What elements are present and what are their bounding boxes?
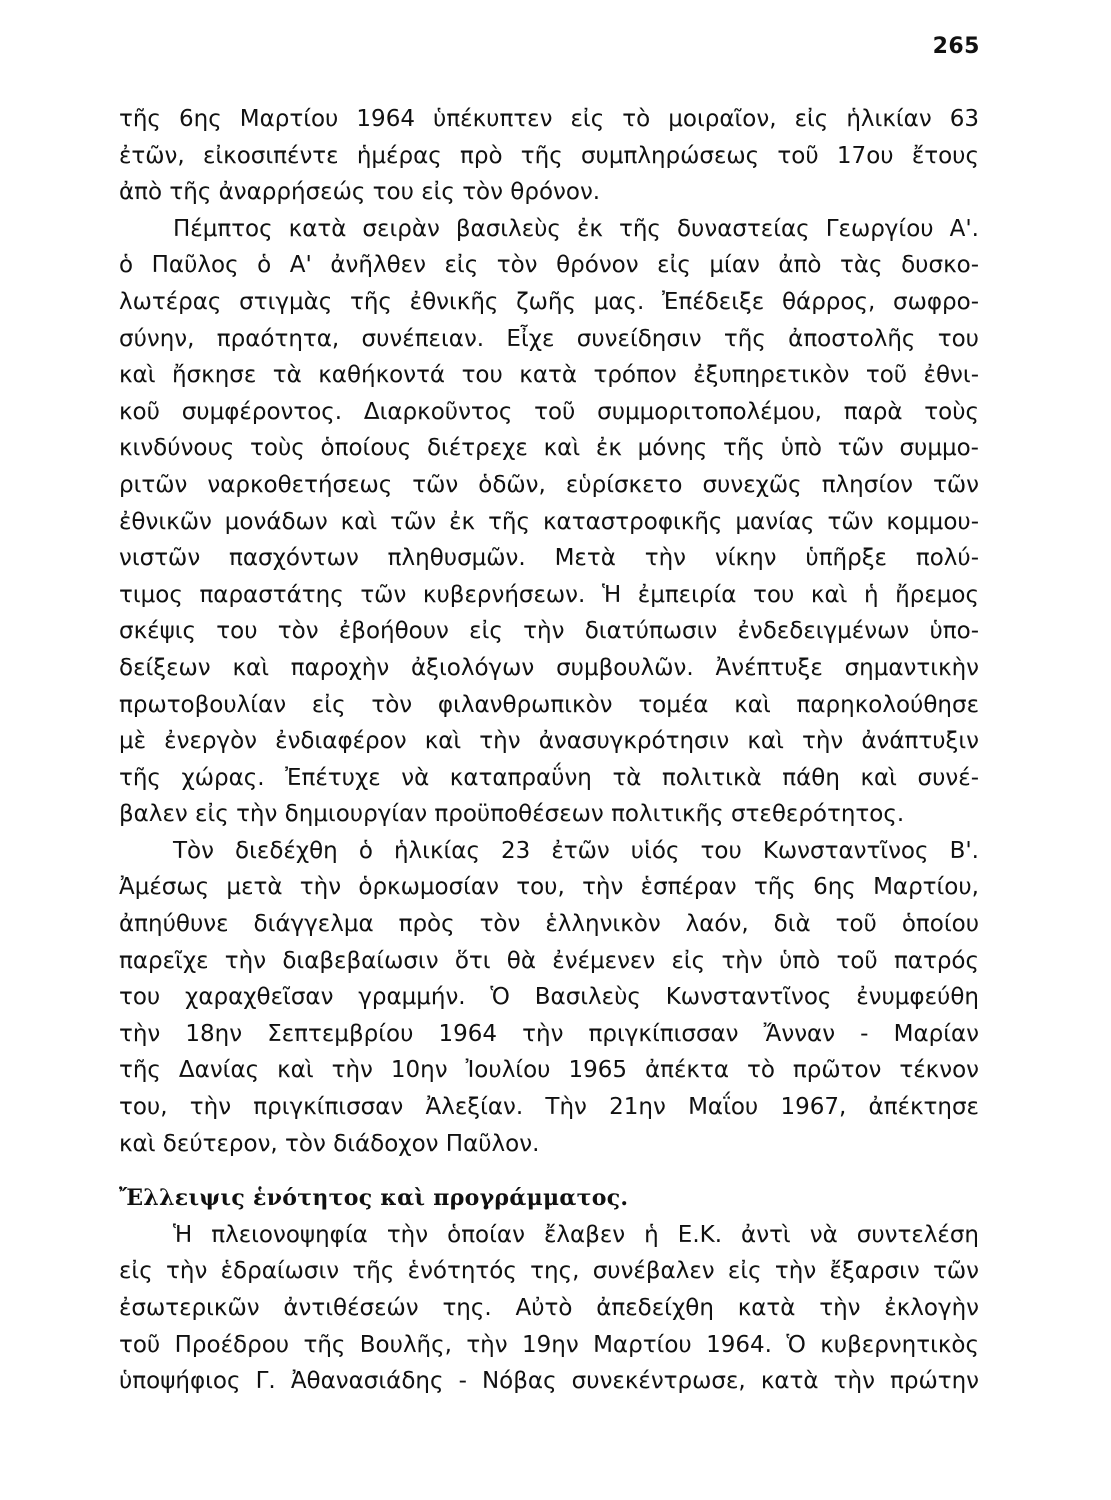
text-line: κινδύνους τοὺς ὁποίους διέτρεχε καὶ ἐκ μόνης τῆς ὑπὸ τῶν συμμο-	[119, 435, 979, 462]
section-heading: Ἔλλειψις ἑνότητος καὶ προγράμματος.	[119, 1185, 629, 1212]
paragraph	[119, 833, 979, 1162]
text-line: τῆς χώρας. Ἐπέτυχε νὰ καταπραΰνη τὰ πολιτικὰ πάθη καὶ συνέ-	[119, 764, 979, 791]
text-line: ἐσωτερικῶν ἀντιθέσεών της. Αὐτὸ ἀπεδείχθη κατὰ τὴν ἐκλογὴν	[119, 1295, 979, 1321]
text-line: ἀπηύθυνε διάγγελμα πρὸς τὸν ἑλληνικὸν λαόν, διὰ τοῦ ὁποίου	[119, 911, 979, 938]
text-line: ἐτῶν, εἰκοσιπέντε ἡμέρας πρὸ τῆς συμπληρώσεως τοῦ 17ου ἔτους	[119, 142, 979, 169]
text-line: τοῦ Προέδρου τῆς Βουλῆς, τὴν 19ην Μαρτίου 1964. Ὁ κυβερνητικὸς	[119, 1331, 979, 1358]
text-line: ἀπὸ τῆς ἀναρρήσεώς του εἰς τὸν θρόνον.	[119, 179, 601, 206]
text-line: τῆς Δανίας καὶ τὴν 10ην Ἰουλίου 1965 ἀπέκτα τὸ πρῶτον τέκνον	[119, 1057, 979, 1084]
text-line: ριτῶν ναρκοθετήσεως τῶν ὁδῶν, εὑρίσκετο συνεχῶς πλησίον τῶν	[119, 471, 979, 498]
text-line: τὴν 18ην Σεπτεμβρίου 1964 τὴν πριγκίπισσαν Ἄνναν - Μαρίαν	[119, 1020, 979, 1047]
text-line: κοῦ συμφέροντος. Διαρκοῦντος τοῦ συμμοριτοπολέμου, παρὰ τοὺς	[119, 398, 979, 425]
text-line: παρεῖχε τὴν διαβεβαίωσιν ὅτι θὰ ἐνέμενεν εἰς τὴν ὑπὸ τοῦ πατρός	[119, 947, 979, 974]
text-line: Ἀμέσως μετὰ τὴν ὁρκωμοσίαν του, τὴν ἑσπέραν τῆς 6ης Μαρτίου,	[119, 874, 979, 901]
text-line: ὑποψήφιος Γ. Ἀθανασιάδης - Νόβας συνεκέντρωσε, κατὰ τὴν πρώτην	[119, 1368, 979, 1395]
text-line: μὲ ἐνεργὸν ἐνδιαφέρον καὶ τὴν ἀνασυγκρότησιν καὶ τὴν ἀνάπτυξιν	[119, 728, 979, 755]
text-line: του, τὴν πριγκίπισσαν Ἀλεξίαν. Τὴν 21ην Μαΐου 1967, ἀπέκτησε	[119, 1094, 979, 1121]
paragraph	[119, 211, 979, 833]
text-line: πρωτοβουλίαν εἰς τὸν φιλανθρωπικὸν τομέα καὶ παρηκολούθησε	[119, 691, 979, 718]
body-text	[119, 101, 979, 1400]
text-line: δείξεων καὶ παροχὴν ἀξιολόγων συμβουλῶν. Ἀνέπτυξε σημαντικὴν	[119, 654, 979, 681]
text-line: Ἡ πλειονοψηφία τὴν ὁποίαν ἔλαβεν ἡ Ε.Κ. ἀντὶ νὰ συντελέση	[173, 1221, 979, 1248]
text-line: του χαραχθεῖσαν γραμμήν. Ὁ Βασιλεὺς Κωνσταντῖνος ἐνυμφεύθη	[119, 984, 979, 1011]
text-line: τιμος παραστάτης τῶν κυβερνήσεων. Ἡ ἐμπειρία του καὶ ἡ ἤρεμος	[119, 581, 979, 608]
text-line: νιστῶν πασχόντων πληθυσμῶν. Μετὰ τὴν νίκην ὑπῆρξε πολύ-	[119, 545, 979, 572]
text-line: καὶ δεύτερον, τὸν διάδοχον Παῦλον.	[119, 1130, 540, 1157]
text-line: ὁ Παῦλος ὁ Α' ἀνῆλθεν εἰς τὸν θρόνον εἰς μίαν ἀπὸ τὰς δυσκο-	[119, 252, 979, 279]
text-line: σκέψις του τὸν ἐβοήθουν εἰς τὴν διατύπωσιν ἐνδεδειγμένων ὑπο-	[119, 618, 979, 645]
text-line: ἐθνικῶν μονάδων καὶ τῶν ἐκ τῆς καταστροφικῆς μανίας τῶν κομμου-	[119, 508, 979, 535]
text-line: Τὸν διεδέχθη ὁ ἡλικίας 23 ἐτῶν υἱός του Κωνσταντῖνος Β'.	[173, 837, 979, 864]
text-line: εἰς τὴν ἑδραίωσιν τῆς ἑνότητός της, συνέβαλεν εἰς τὴν ἔξαρσιν τῶν	[119, 1258, 979, 1285]
text-line: λωτέρας στιγμὰς τῆς ἐθνικῆς ζωῆς μας. Ἐπέδειξε θάρρος, σωφρο-	[119, 288, 979, 315]
text-line: βαλεν εἰς τὴν δημιουργίαν προϋποθέσεων πολιτικῆς στεθερότητος.	[119, 801, 905, 828]
text-line: σύνην, πραότητα, συνέπειαν. Εἶχε συνείδησιν τῆς ἀποστολῆς του	[119, 325, 979, 352]
paragraph	[119, 101, 979, 211]
paragraph	[119, 1217, 979, 1400]
text-line: καὶ ἤσκησε τὰ καθήκοντά του κατὰ τρόπον ἐξυπηρετικὸν τοῦ ἐθνι-	[119, 362, 979, 389]
page-number: 265	[932, 34, 980, 59]
text-line: Πέμπτος κατὰ σειρὰν βασιλεὺς ἐκ τῆς δυναστείας Γεωργίου Α'.	[173, 215, 979, 242]
text-line: τῆς 6ης Μαρτίου 1964 ὑπέκυπτεν εἰς τὸ μοιραῖον, εἰς ἡλικίαν 63	[119, 106, 979, 132]
